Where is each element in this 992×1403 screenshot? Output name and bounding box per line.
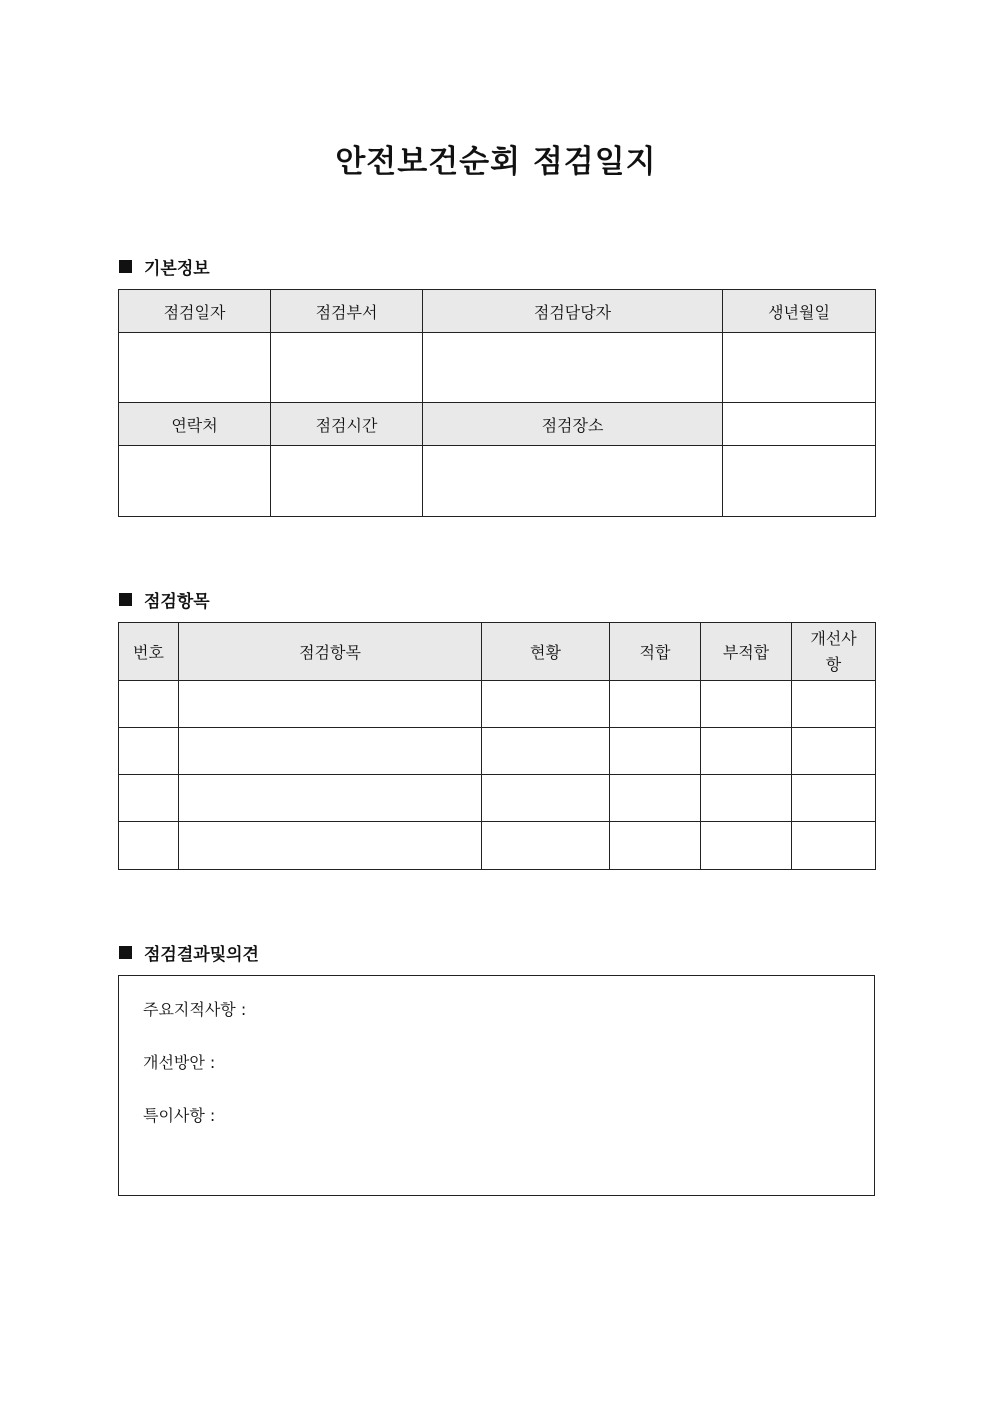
table-cell[interactable] [701, 822, 792, 870]
input-cell-inspection-time[interactable] [271, 446, 423, 517]
table-cell[interactable] [792, 728, 876, 775]
input-cell-inspector[interactable] [423, 333, 723, 403]
section-heading-label: 점검항목 [144, 592, 210, 612]
table-cell[interactable] [610, 822, 701, 870]
header-cell-inspector: 점검담당자 [423, 290, 723, 333]
input-cell-birth-date[interactable] [723, 333, 876, 403]
header-cell-non-compliant: 부적합 [701, 623, 792, 681]
input-cell-inspection-date[interactable] [119, 333, 271, 403]
table-row [119, 681, 876, 728]
header-cell-inspection-item: 점검항목 [179, 623, 482, 681]
header-cell-compliant: 적합 [610, 623, 701, 681]
table-cell[interactable] [482, 728, 610, 775]
input-cell-inspection-location[interactable] [423, 446, 723, 517]
header-cell-contact: 연락처 [119, 403, 271, 446]
header-cell-inspection-time: 점검시간 [271, 403, 423, 446]
table-row [119, 775, 876, 822]
section-heading-inspection-items [119, 587, 210, 612]
blank-cell[interactable] [723, 403, 876, 446]
table-cell[interactable] [119, 728, 179, 775]
table-row [119, 728, 876, 775]
square-bullet-icon [119, 593, 132, 606]
table-input-row [119, 333, 876, 403]
table-cell[interactable] [482, 775, 610, 822]
header-cell-status: 현황 [482, 623, 610, 681]
section-heading-label: 점검결과및의견 [144, 945, 259, 965]
table-cell[interactable] [179, 822, 482, 870]
table-cell[interactable] [792, 775, 876, 822]
basic-info-table [118, 289, 876, 517]
header-cell-improvement: 개선사 항 [792, 623, 876, 681]
table-cell[interactable] [610, 775, 701, 822]
table-header-row [119, 403, 876, 446]
table-cell[interactable] [179, 775, 482, 822]
table-cell[interactable] [610, 681, 701, 728]
inspection-items-table [118, 622, 876, 870]
square-bullet-icon [119, 946, 132, 959]
page-title: 안전보건순회 점검일지 [335, 144, 657, 180]
table-cell[interactable] [119, 681, 179, 728]
square-bullet-icon [119, 260, 132, 273]
table-cell[interactable] [179, 681, 482, 728]
main-findings-label: 주요지적사항 : [143, 1000, 247, 1019]
table-cell[interactable] [701, 728, 792, 775]
table-cell[interactable] [119, 775, 179, 822]
section-heading-basic-info [119, 254, 210, 279]
header-cell-inspection-date: 점검일자 [119, 290, 271, 333]
input-cell-inspection-department[interactable] [271, 333, 423, 403]
section-heading-label: 기본정보 [144, 259, 210, 279]
remarks-label: 특이사항 : [143, 1106, 216, 1125]
table-cell[interactable] [701, 681, 792, 728]
table-cell[interactable] [119, 822, 179, 870]
table-cell[interactable] [610, 728, 701, 775]
results-box[interactable] [118, 975, 875, 1196]
table-header-row [119, 623, 876, 681]
table-cell[interactable] [792, 822, 876, 870]
table-cell[interactable] [792, 681, 876, 728]
table-cell[interactable] [482, 822, 610, 870]
improvement-plan-label: 개선방안 : [143, 1053, 216, 1072]
table-input-row [119, 446, 876, 517]
input-cell-contact[interactable] [119, 446, 271, 517]
input-cell-extra[interactable] [723, 446, 876, 517]
table-cell[interactable] [701, 775, 792, 822]
header-cell-number: 번호 [119, 623, 179, 681]
table-cell[interactable] [482, 681, 610, 728]
table-cell[interactable] [179, 728, 482, 775]
table-header-row [119, 290, 876, 333]
section-heading-results [119, 940, 259, 965]
header-cell-inspection-location: 점검장소 [423, 403, 723, 446]
header-cell-birth-date: 생년월일 [723, 290, 876, 333]
header-cell-inspection-department: 점검부서 [271, 290, 423, 333]
table-row [119, 822, 876, 870]
